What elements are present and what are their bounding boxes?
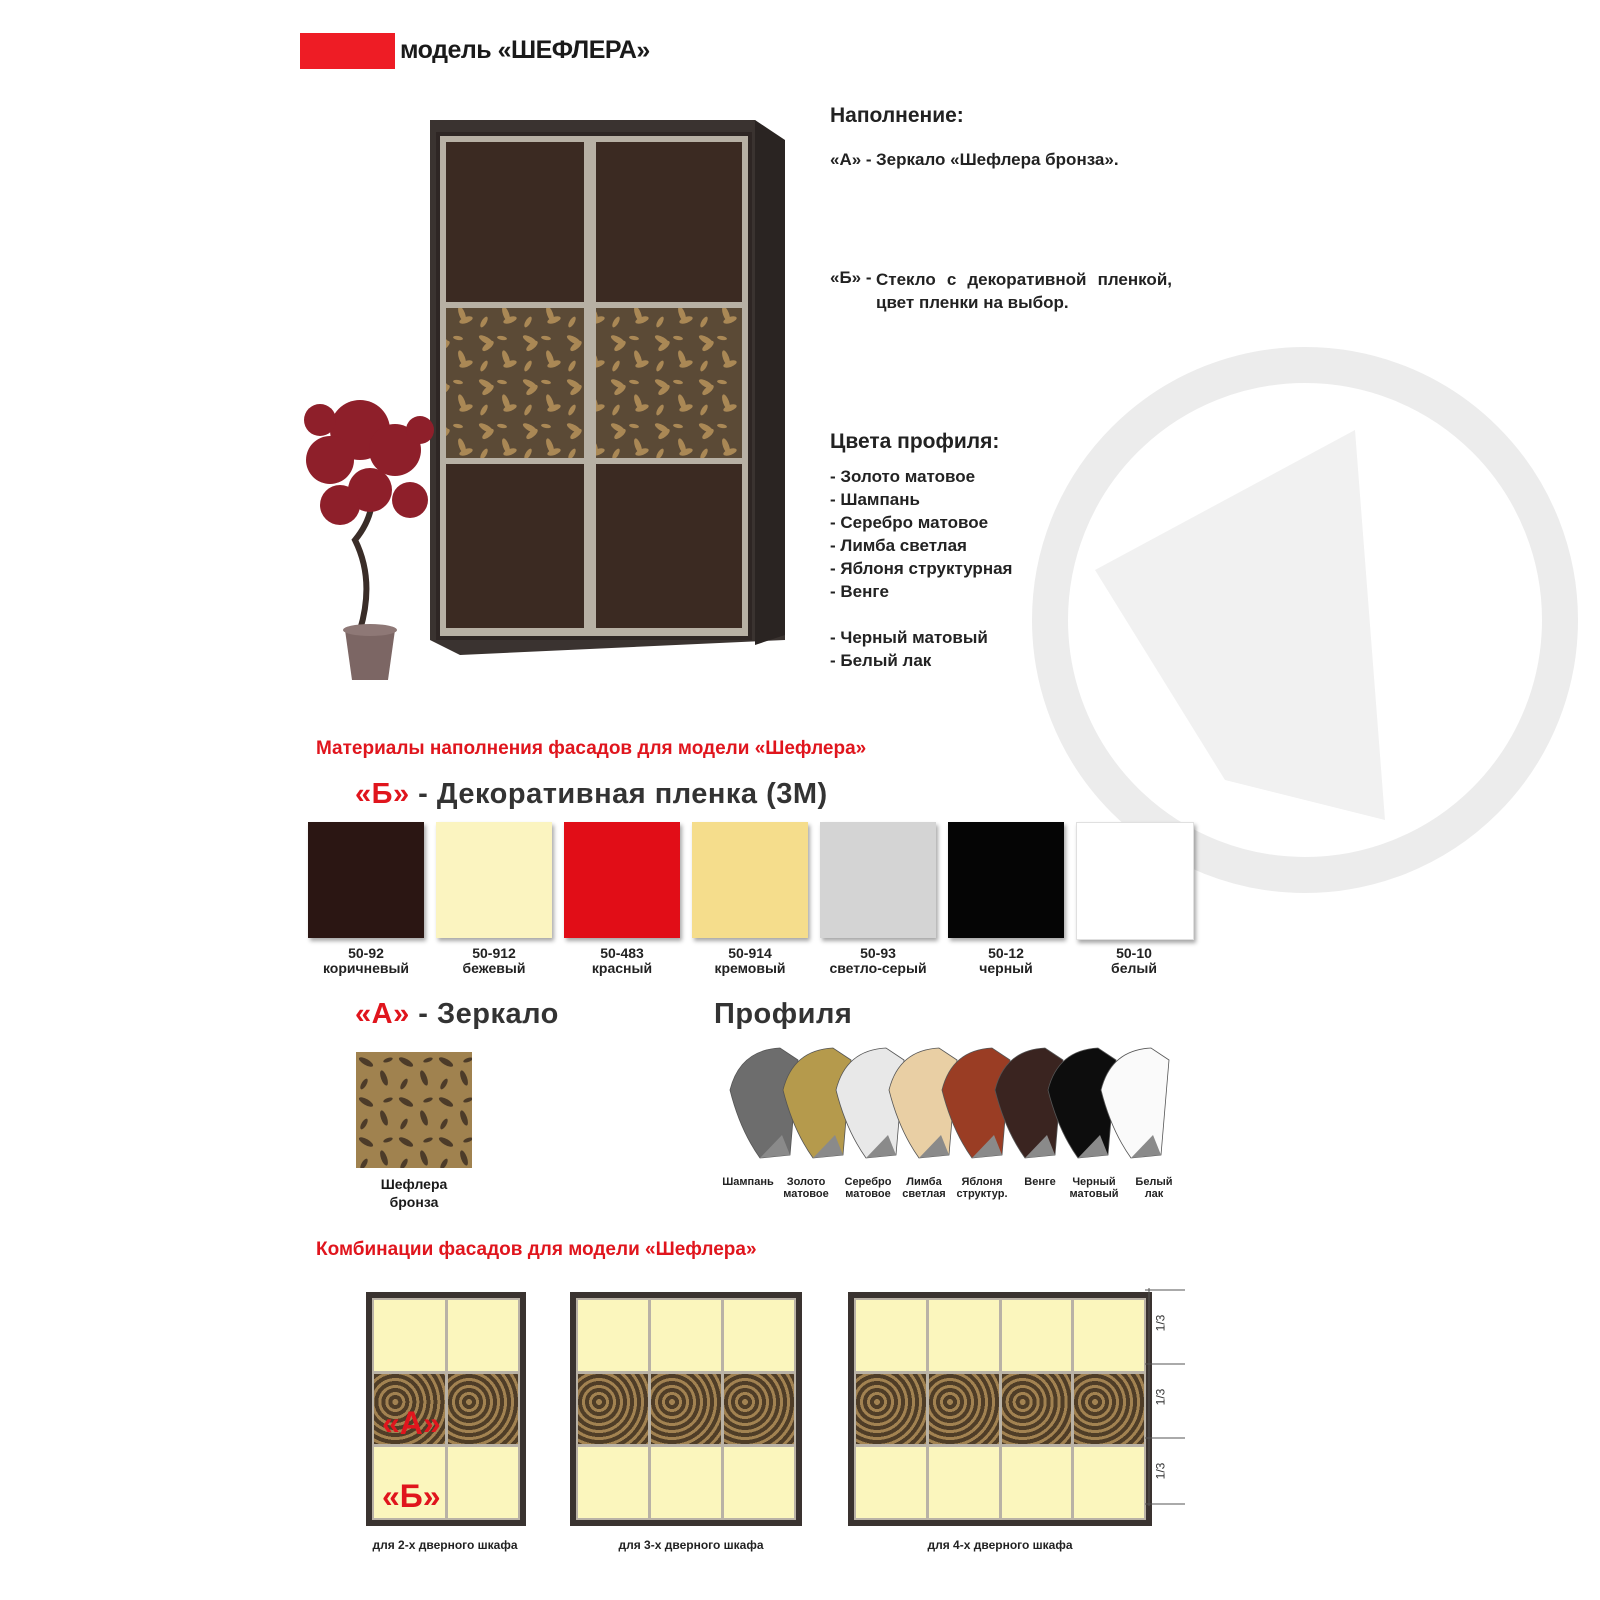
film-swatch — [564, 822, 680, 938]
film-swatch — [1076, 822, 1194, 940]
combo-caption-3: для 3-х дверного шкафа — [618, 1538, 764, 1552]
combo-door — [448, 1300, 519, 1518]
combo-label-b: «Б» — [382, 1478, 441, 1514]
profiles-illustration — [720, 1040, 1200, 1170]
profile-label-line-1: Черный — [1072, 1176, 1116, 1188]
film-panel — [578, 1447, 648, 1518]
film-swatch-label — [424, 946, 564, 976]
header-accent-bar — [300, 33, 395, 69]
profile-color-item: - Белый лак — [830, 651, 932, 670]
profile-colors-list — [830, 465, 1012, 672]
swatch-name: бежевый — [462, 960, 526, 976]
profile-label-line-2: лак — [1144, 1188, 1164, 1200]
swatch-name: красный — [591, 960, 653, 976]
swatch-code: 50-914 — [728, 945, 772, 961]
swatch-code: 50-10 — [1116, 945, 1152, 961]
profile-label-line-1: Серебро — [844, 1176, 892, 1188]
swatch-code: 50-92 — [348, 945, 384, 961]
film-swatch-label — [808, 946, 948, 976]
combo-door — [578, 1300, 648, 1518]
combo-door — [856, 1300, 926, 1518]
film-panel — [1074, 1447, 1144, 1518]
list-spacer — [830, 603, 1012, 626]
film-panel — [448, 1300, 519, 1371]
film-swatch — [820, 822, 936, 938]
profile-color-item: - Серебро матовое — [830, 513, 989, 532]
profile-label — [1062, 1176, 1126, 1200]
profile-label — [892, 1176, 956, 1200]
film-panel — [724, 1300, 794, 1371]
dimension-ruler — [1145, 1282, 1185, 1512]
swatch-name: светло-серый — [829, 960, 927, 976]
combo-door — [929, 1300, 999, 1518]
profile-label-line-2: светлая — [902, 1188, 946, 1200]
swatch-code: 50-12 — [988, 945, 1024, 961]
profile-color-item: - Венге — [830, 582, 889, 601]
mirror-panel — [929, 1374, 999, 1445]
film-swatch-label — [552, 946, 692, 976]
film-swatch — [436, 822, 552, 938]
profile-label-line-1: Золото — [786, 1176, 826, 1188]
film-panel — [929, 1447, 999, 1518]
profile-color-item: - Лимба светлая — [830, 536, 967, 555]
profile-color-item: - Шампань — [830, 490, 920, 509]
materials-heading: Материалы наполнения фасадов для модели «Шефлера» — [316, 738, 867, 759]
profile-label-line-2: матовое — [783, 1188, 829, 1200]
film-panel — [448, 1447, 519, 1518]
mirror-quote: «А» — [355, 998, 410, 1030]
combo-caption-4: для 4-х дверного шкафа — [927, 1538, 1073, 1552]
film-swatch — [948, 822, 1064, 938]
profile-label — [1122, 1176, 1186, 1200]
combo-door — [1074, 1300, 1144, 1518]
filling-b-key: «Б» - — [830, 268, 872, 287]
profile-color-item: - Золото матовое — [830, 467, 976, 486]
swatch-code: 50-93 — [860, 945, 896, 961]
profile-label-line-1: Венге — [1024, 1176, 1056, 1188]
filling-a-text: Зеркало «Шефлера бронза». — [876, 150, 1119, 169]
film-panel — [1002, 1447, 1072, 1518]
film-quote: «Б» — [355, 778, 410, 810]
swatch-name: коричневый — [322, 960, 410, 976]
mirror-panel — [651, 1374, 721, 1445]
film-panel — [1074, 1300, 1144, 1371]
film-panel — [651, 1447, 721, 1518]
mirror-panel — [1074, 1374, 1144, 1445]
combo-door — [724, 1300, 794, 1518]
profile-label-line-1: Лимба — [906, 1176, 942, 1188]
swatch-code: 50-483 — [600, 945, 644, 961]
mirror-panel — [856, 1374, 926, 1445]
film-swatch-label — [680, 946, 820, 976]
profile-label-line-1: Шампань — [722, 1176, 774, 1188]
filling-b-text: Стекло с декоративной пленкой, цвет пленки на выбор. — [876, 270, 1172, 312]
profile-label — [836, 1176, 900, 1200]
filling-a-row — [830, 150, 1119, 170]
mirror-panel — [1002, 1374, 1072, 1445]
combo-label-a: «А» — [382, 1405, 441, 1441]
profile-colors-heading: Цвета профиля: — [830, 430, 1000, 453]
profile-label-line-2: матовый — [1069, 1188, 1119, 1200]
film-swatch-label — [1064, 946, 1204, 976]
dimension-label: 1/3 — [1153, 1314, 1168, 1332]
film-panel — [856, 1447, 926, 1518]
film-swatch-label — [296, 946, 436, 976]
wardrobe-illustration — [300, 110, 800, 700]
profile-label-line-2: матовое — [845, 1188, 891, 1200]
filling-a-key: «А» - — [830, 150, 872, 169]
mirror-heading — [355, 998, 559, 1031]
dimension-label: 1/3 — [1153, 1462, 1168, 1480]
mirror-title: - Зеркало — [409, 998, 559, 1030]
swatch-name: белый — [1111, 960, 1157, 976]
film-panel — [929, 1300, 999, 1371]
mirror-panel — [578, 1374, 648, 1445]
film-swatch — [692, 822, 808, 938]
mirror-label — [356, 1175, 472, 1211]
profile-label-line-2: структур. — [956, 1188, 1008, 1200]
profile-label-line-1: Яблоня — [961, 1176, 1003, 1188]
mirror-label-line-2: бронза — [389, 1194, 439, 1210]
mirror-panel — [448, 1374, 519, 1445]
film-panel — [651, 1300, 721, 1371]
profile-label — [716, 1176, 780, 1188]
swatch-name: кремовый — [714, 960, 786, 976]
combo-caption-2: для 2-х дверного шкафа — [372, 1538, 518, 1552]
swatch-name: черный — [979, 960, 1033, 976]
mirror-panel — [724, 1374, 794, 1445]
film-panel — [1002, 1300, 1072, 1371]
mirror-swatch — [356, 1052, 476, 1170]
dimension-label: 1/3 — [1153, 1388, 1168, 1406]
combo-cabinet — [570, 1292, 802, 1526]
profile-label — [774, 1176, 838, 1200]
film-panel — [856, 1300, 926, 1371]
profiles-heading: Профиля — [714, 998, 853, 1030]
film-heading — [355, 778, 828, 811]
filling-heading: Наполнение: — [830, 104, 964, 127]
watermark-logo — [1025, 340, 1585, 900]
film-swatch — [308, 822, 424, 938]
combinations-heading: Комбинации фасадов для модели «Шефлера» — [316, 1239, 757, 1260]
profile-label-line-1: Белый — [1135, 1176, 1173, 1188]
film-panel — [374, 1300, 445, 1371]
combo-door — [1002, 1300, 1072, 1518]
profile-color-item: - Черный матовый — [830, 628, 988, 647]
film-title: - Декоративная пленка (3М) — [409, 778, 828, 810]
film-swatch-label — [936, 946, 1076, 976]
swatch-code: 50-912 — [472, 945, 516, 961]
combo-cabinet — [848, 1292, 1152, 1526]
profile-color-item: - Яблоня структурная — [830, 559, 1013, 578]
film-panel — [724, 1447, 794, 1518]
film-panel — [578, 1300, 648, 1371]
combo-door — [651, 1300, 721, 1518]
mirror-label-line-1: Шефлера — [380, 1176, 448, 1192]
profile-label — [950, 1176, 1014, 1200]
page-title: модель «ШЕФЛЕРА» — [400, 36, 650, 64]
